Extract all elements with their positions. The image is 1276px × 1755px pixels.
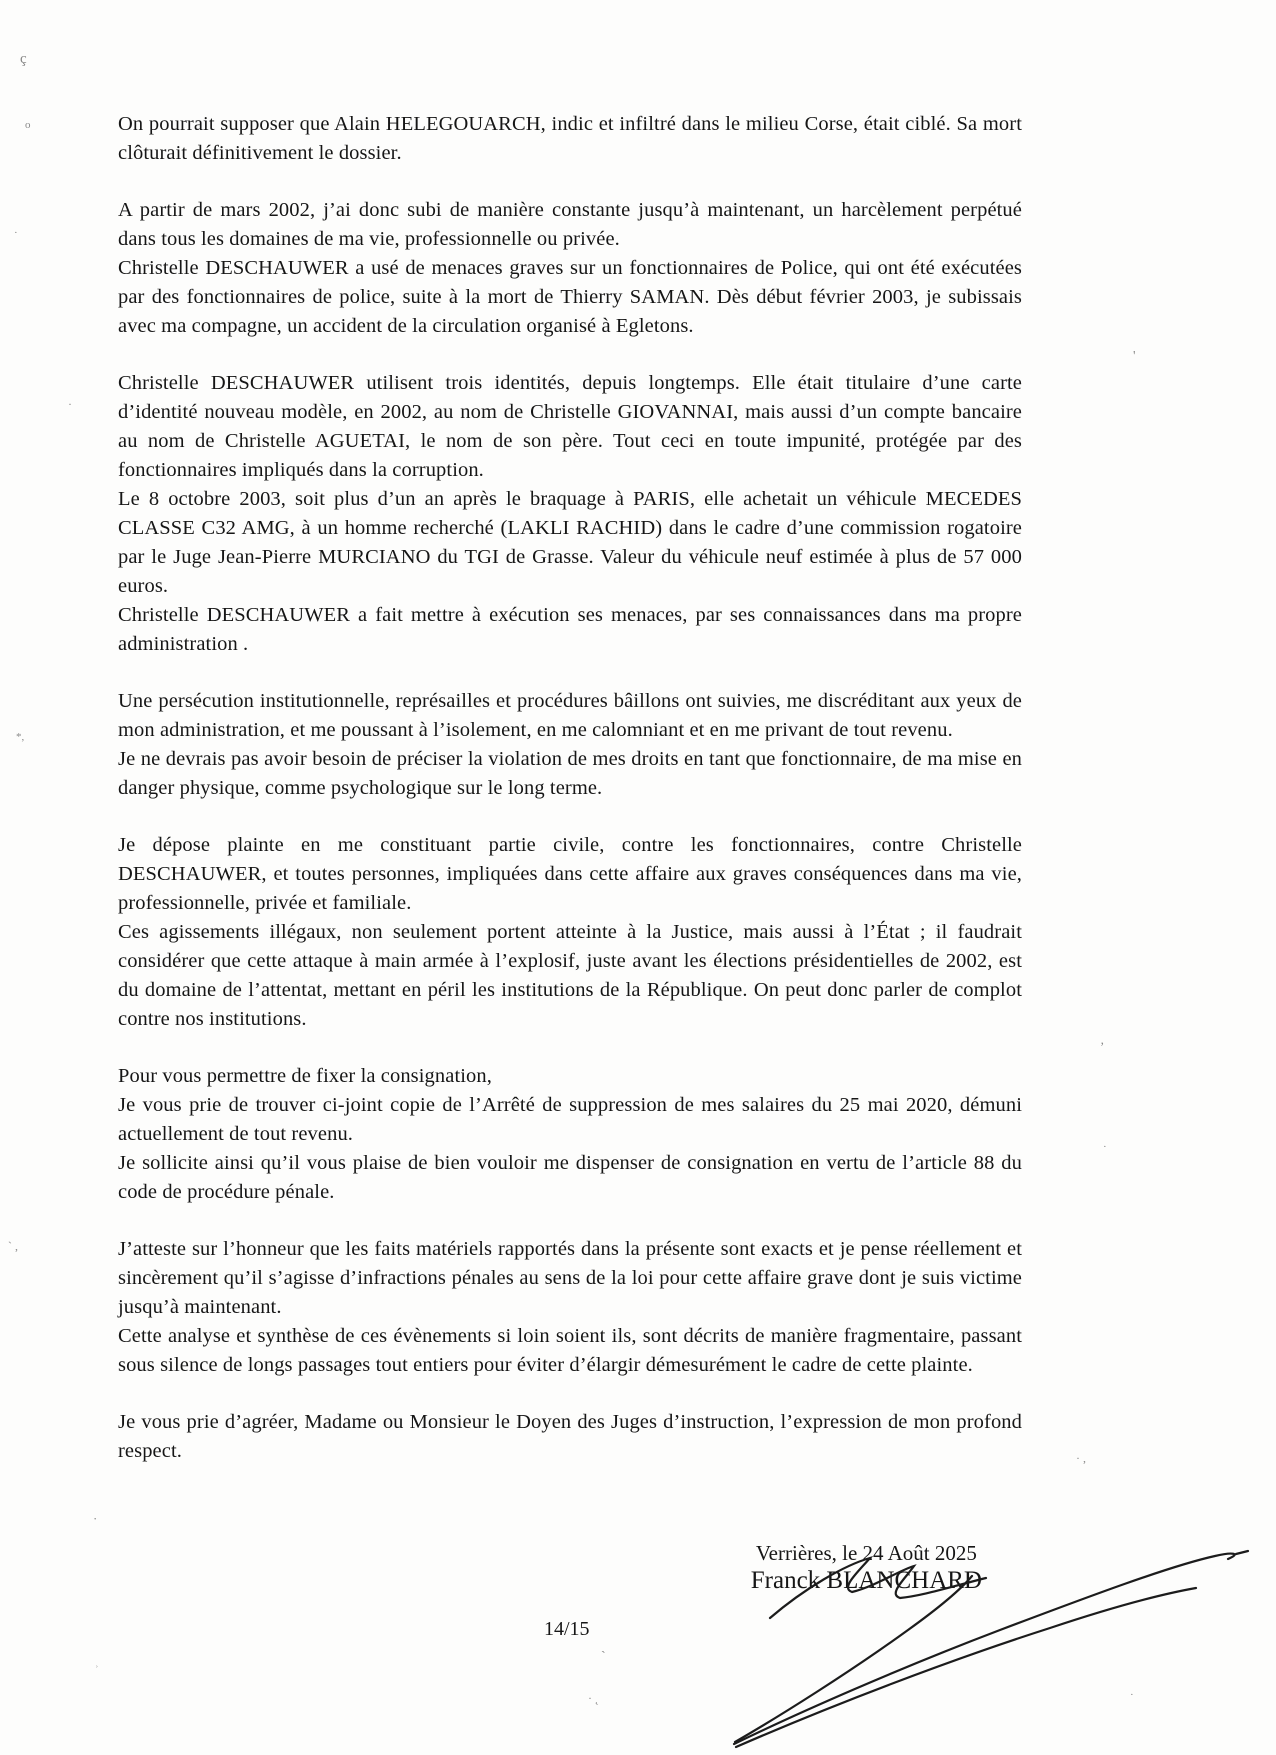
scan-artifact-mark: · [93, 1511, 98, 1526]
text-column [118, 110, 1022, 1466]
scan-artifact-mark: · [1103, 1141, 1107, 1153]
paragraph: J’atteste sur l’honneur que les faits matériels rapportés dans la présente sont exacts et je pense réellement et sincèrement qu’il s’agisse d’infractions pénales au sens de la loi pour cette affaire grave dont je suis victime jusqu’à maintenant. [118, 1238, 1022, 1318]
paragraph: Je vous prie de trouver ci-joint copie de l’Arrêté de suppression de mes salaires du 25 mai 2020, démuni actuellement de tout revenu. [118, 1094, 1022, 1145]
paragraph: Christelle DESCHAUWER a usé de menaces graves sur un fonctionnaires de Police, qui ont été exécutées par des fonctionnaires de police, suite à la mort de Thierry SAMAN. Dès début février 2003, je subissais avec ma compagne, un accident de la circulation organisé à Egletons. [118, 257, 1022, 337]
paragraph: Le 8 octobre 2003, soit plus d’un an après le braquage à PARIS, elle achetait un véhicule MECEDES CLASSE C32 AMG, à un homme recherché (LAKLI RACHID) dans le cadre d’une commission rogatoire par le Juge Jean-Pierre MURCIANO du TGI de Grasse. Valeur du véhicule neuf estimée à plus de 57 000 euros. [118, 488, 1022, 597]
scan-artifact-mark: ` , [8, 1239, 18, 1253]
paragraph: Je vous prie d’agréer, Madame ou Monsieur le Doyen des Juges d’instruction, l’expression de mon profond respect. [118, 1411, 1022, 1462]
scan-artifact-mark: · [14, 227, 18, 239]
scan-artifact-mark: ç [20, 51, 27, 67]
paragraph: Je ne devrais pas avoir besoin de préciser la violation de mes droits en tant que fonctionnaire, de ma mise en danger physique, comme psychologique sur le long terme. [118, 748, 1022, 799]
scan-artifact-mark: ’ [1100, 1039, 1105, 1054]
scan-artifact-mark: · , [1076, 1451, 1086, 1465]
place-date-line: Verrières, le 24 Août 2025 [755, 1541, 977, 1565]
paragraph: Je sollicite ainsi qu’il vous plaise de bien vouloir me dispenser de consignation en vertu de l’article 88 du code de procédure pénale. [118, 1152, 1022, 1203]
scan-artifact-mark: *, [16, 731, 25, 743]
paragraph: Cette analyse et synthèse de ces évènements si loin soient ils, sont décrits de manière fragmentaire, passant sous silence de longs passages tout entiers pour éviter d’élargir démesurément le cadre de cette plainte. [118, 1325, 1022, 1376]
scan-artifact-mark: ˏ [601, 1639, 606, 1654]
paragraph: Une persécution institutionnelle, représailles et procédures bâillons ont suivies, me discréditant aux yeux de mon administration, et me poussant à l’isolement, en me calomniant et en me privant de tout revenu. [118, 690, 1022, 741]
signature [690, 1510, 1260, 1755]
scan-artifact-mark: ˒ [95, 1659, 99, 1671]
signatory-name: Franck BLANCHARD [750, 1567, 982, 1594]
scan-artifact-mark: · [68, 397, 72, 411]
paragraph: Christelle DESCHAUWER utilisent trois identités, depuis longtemps. Elle était titulaire d’une carte d’identité nouveau modèle, en 2002, au nom de Christelle GIOVANNAI, mais aussi d’un compte bancaire au nom de Christelle AGUETAI, le nom de son père. Tout ceci en toute impunité, protégée par des fonctionnaires impliqués dans la corruption. [118, 372, 1022, 481]
paragraph: On pourrait supposer que Alain HELEGOUARCH, indic et infiltré dans le milieu Corse, était ciblé. Sa mort clôturait définitivement le dossier. [118, 113, 1022, 164]
scan-artifact-mark: · ˛ [588, 1691, 599, 1705]
scan-artifact-mark: ' [1133, 349, 1136, 364]
paragraph: Ces agissements illégaux, non seulement portent atteinte à la Justice, mais aussi à l’État ; il faudrait considérer que cette attaque à main armée à l’explosif, juste avant les élections présidentielles de 2002, est du domaine de l’attentat, mettant en péril les institutions de la République. On peut donc parler de complot contre nos institutions. [118, 921, 1022, 1030]
paragraph: Je dépose plainte en me constituant partie civile, contre les fonctionnaires, contre Christelle DESCHAUWER, et toutes personnes, impliquées dans cette affaire aux graves conséquences dans ma vie, professionnelle, privée et familiale. [118, 834, 1022, 914]
paragraph: Pour vous permettre de fixer la consignation, [118, 1065, 492, 1087]
page-number: 14/15 [544, 1618, 590, 1640]
paragraph: A partir de mars 2002, j’ai donc subi de manière constante jusqu’à maintenant, un harcèlement perpétué dans tous les domaines de ma vie, professionnelle ou privée. [118, 199, 1022, 250]
paragraph: Christelle DESCHAUWER a fait mettre à exécution ses menaces, par ses connaissances dans ma propre administration . [118, 604, 1022, 655]
scan-artifact-mark: o [25, 119, 31, 131]
scan-artifact-mark: · [1130, 1689, 1134, 1701]
